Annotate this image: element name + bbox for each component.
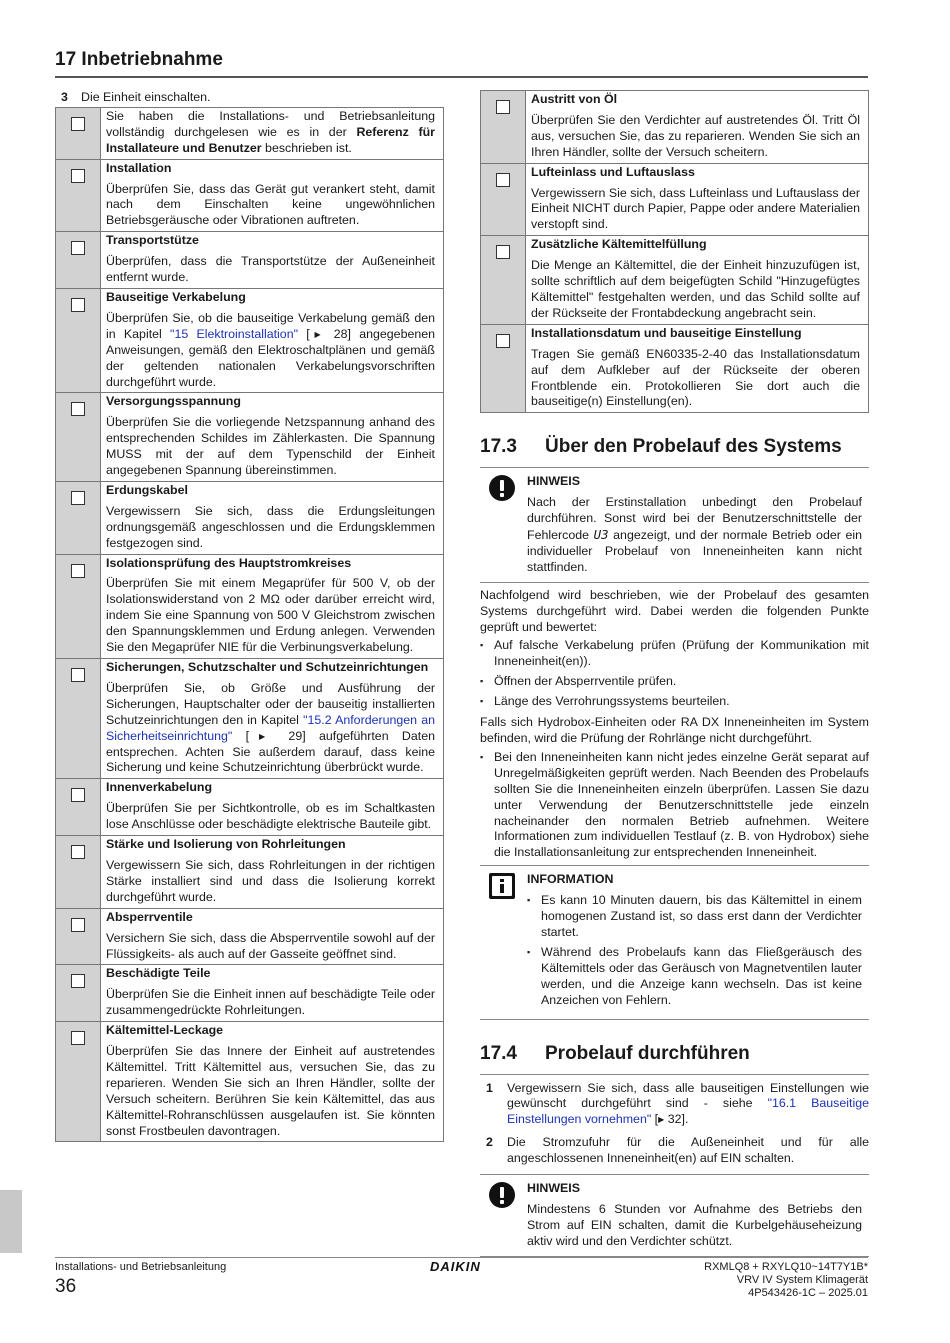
checklist-item-text: Überprüfen Sie, ob Größe und Ausführung der Sicherungen, Hauptschalter oder der bauseitig installierten Schutzeinrichtungen den in Kapitel "15.2 Anforderungen an Sicherheitseinrichtung" [▶ 29] aufgeführten Daten entsprechen. Achten Sie außerdem darauf, dass keine Sicherung und keine Schutzeinrichtung überbrückt wurde. xyxy=(106,680,435,775)
checklist-table-left xyxy=(55,107,444,1143)
checklist-row xyxy=(56,659,444,779)
checkbox[interactable] xyxy=(71,298,85,312)
section-divider xyxy=(480,1074,869,1075)
checklist-item-text: Versichern Sie sich, dass die Absperrventile sowohl auf der Flüssigkeits- als auch auf der Gasseite geöffnet sind. xyxy=(106,930,435,961)
checklist-row xyxy=(481,163,869,236)
step-text: Die Einheit einschalten. xyxy=(81,90,211,104)
footer-doc-number: 4P543426-1C – 2025.01 xyxy=(748,1287,868,1299)
step-text: Die Stromzufuhr für die Außeneinheit und für alle angeschlossenen Inneneinheit(en) auf EIN schalten. xyxy=(507,1135,869,1166)
notice-box xyxy=(480,468,869,582)
step-3 xyxy=(55,90,444,106)
page-ref-icon: ▶ xyxy=(309,329,326,339)
checklist-item-title: Versorgungsspannung xyxy=(106,394,241,409)
info-title: INFORMATION xyxy=(527,872,614,887)
chapter-link[interactable]: "15 Elektroinstallation" xyxy=(170,326,298,341)
checklist-item-text: Überprüfen Sie das Innere der Einheit auf austretendes Kältemittel. Tritt Kältemittel aus, versuchen Sie, das zu reparieren. Wenden Sie sich an Ihren Händler, sollte der Versuch scheitern. Berühren Sie kein Kältemittel, das aus Kältemittel-Rohranschlüssen ausgelaufen ist. Sie könnten sonst Frostbeulen davontragen. xyxy=(106,1044,435,1138)
checkbox[interactable] xyxy=(71,845,85,859)
paragraph: Nachfolgend wird beschrieben, wie der Probelauf des gesamten Systems durchgeführt wird. Dabei werden die folgenden Punkte geprüft und bewertet: xyxy=(480,587,869,634)
checkbox[interactable] xyxy=(71,491,85,505)
footer-doc-title: Installations- und Betriebsanleitung xyxy=(55,1261,227,1273)
checklist-item-title: Austritt von Öl xyxy=(531,92,618,106)
bullet-list xyxy=(480,638,869,710)
checklist-item-title: Installation xyxy=(106,160,172,175)
checklist-item-title: Isolationsprüfung des Hauptstromkreises xyxy=(106,555,352,570)
checklist-row xyxy=(481,91,869,164)
checklist-item-text: Überprüfen Sie per Sichtkontrolle, ob es im Schaltkasten lose Anschlüsse oder beschädigte elektrische Bauteile gibt. xyxy=(106,801,435,832)
notice-exclamation-icon xyxy=(488,1181,516,1209)
checklist-row xyxy=(56,288,444,392)
checklist-item-text: Die Menge an Kältemittel, die der Einheit hinzuzufügen ist, sollte schriftlich auf dem beigefügten Schild "Hinzugefügtes Kältemittel" festgehalten werden, und das Schild sollte auf der Rückseite der Frontabdeckung angebracht sein. xyxy=(531,258,860,320)
checklist-item-title: Beschädigte Teile xyxy=(106,966,211,981)
checklist-row xyxy=(56,1022,444,1142)
checklist-row xyxy=(56,481,444,554)
right-column xyxy=(480,90,869,1257)
checkbox[interactable] xyxy=(71,564,85,578)
page-number: 36 xyxy=(55,1276,77,1297)
chapter-link[interactable]: "16.1 Bauseitige Einstellungen vornehmen" xyxy=(507,1096,869,1127)
section-17-4 xyxy=(480,1042,869,1257)
checklist-item-text: Vergewissern Sie sich, dass Rohrleitungen in der richtigen Stärke installiert sind und dass die Isolierung korrekt durchgeführt wurde. xyxy=(106,857,435,904)
checklist-row xyxy=(481,236,869,325)
checklist-item-text: Sie haben die Installations- und Betriebsanleitung vollständig durchgelesen wie es in der Referenz für Installateure und Benutzer beschrieben ist. xyxy=(106,108,435,155)
info-icon xyxy=(488,872,516,900)
list-item: ▪ Es kann 10 Minuten dauern, bis das Kältemittel in einem homogenen Zustand ist, so dass erst dann der Verdichter startet. xyxy=(527,893,862,941)
checklist-item-text: Überprüfen Sie mit einem Megaprüfer für 500 V, ob der Isolationswiderstand von 2 MΩ oder darüber erreicht wird, indem Sie eine Spannung von 500 V Gleichstrom zwischen den Spannungsklemmen und Erdung anlegen. Verwenden Sie den Megaprüfer NIE für die Verbinungsverkabelung. xyxy=(106,576,435,655)
section-heading xyxy=(480,435,869,459)
checklist-item-text: Überprüfen Sie, ob die bauseitige Verkabelung gemäß den in Kapitel "15 Elektroinstallation" [▶ 28] angegebenen Anweisungen, gemäß den Elektroschaltplänen und gemäß der geltenden nationalen Verkabelungsvorschriften durchgeführt wurde. xyxy=(106,310,436,389)
checkbox[interactable] xyxy=(71,241,85,255)
step-number: 2 xyxy=(486,1135,493,1150)
checklist-row xyxy=(56,393,444,482)
page-ref-icon: ▶ xyxy=(658,1115,665,1125)
section-heading xyxy=(480,1042,869,1066)
checklist-item-text: Überprüfen Sie die vorliegende Netzspannung anhand des entsprechenden Schildes im Zählerkasten. Die Spannung MUSS mit der auf dem Typenschild der Einheit angegebenen Spannung übereinstimmen. xyxy=(106,415,435,478)
left-column xyxy=(55,90,444,1142)
section-title: Probelauf durchführen xyxy=(545,1042,750,1064)
checklist-item-title: Zusätzliche Kältemittelfüllung xyxy=(531,237,707,252)
notice-text: Mindestens 6 Stunden vor Aufnahme des Betriebs den Strom auf EIN schalten, damit die Kurbelgehäuseheizung aktiv wird und den Verdichter schützt. xyxy=(527,1201,862,1248)
checklist-table-right xyxy=(480,90,869,413)
checklist-item-title: Stärke und Isolierung von Rohrleitungen xyxy=(106,837,346,852)
checklist-item-text: Überprüfen Sie, dass das Gerät gut verankert steht, damit nach dem Einschalten keine ungewöhnlichen Betriebsgeräusche oder Vibrationen auftreten. xyxy=(106,181,435,228)
checklist-item-title: Kältemittel-Leckage xyxy=(106,1023,224,1038)
step-number: 1 xyxy=(486,1080,493,1095)
footer-divider xyxy=(55,1257,868,1258)
step-text: Vergewissern Sie sich, dass alle bauseitigen Einstellungen wie gewünscht durchgeführt sind - siehe "16.1 Bauseitige Einstellungen vornehmen" [▶ 32]. xyxy=(507,1080,869,1127)
checklist-row xyxy=(56,159,444,232)
error-code: U3 xyxy=(593,527,609,543)
checklist-item-text: Überprüfen Sie die Einheit innen auf beschädigte Teile oder zusammengedrückte Rohrleitungen. xyxy=(106,987,435,1018)
list-item: ▪ Bei den Inneneinheiten kann nicht jedes einzelne Gerät separat auf Unregelmäßigkeiten geprüft werden. Nach Beenden des Probelaufs sollten Sie die Inneneinheiten einzeln überprüfen. Lassen Sie dazu unter Verwendung der Benutzerschnittstelle jede einzeln nacheinander den normalen Betrieb aufnehmen. Weitere Informationen zum individuellen Testlauf (z. B. von Hydrobox) siehe die Installationsanleitung zur entsprechenden Inneneinheit. xyxy=(480,750,869,861)
checklist-item-title: Lufteinlass und Luftauslass xyxy=(531,164,695,179)
notice-exclamation-icon xyxy=(488,474,516,502)
checklist-row xyxy=(56,779,444,836)
checklist-row xyxy=(56,908,444,965)
checklist-item-text: Vergewissern Sie sich, dass Lufteinlass und Luftauslass der Einheit NICHT durch Papier, Pappe oder andere Materialien verstopft sind. xyxy=(531,185,860,232)
checkbox[interactable] xyxy=(71,117,85,131)
list-item: ▪ Länge des Verrohrungssystems beurteilen. xyxy=(480,694,869,710)
section-number: 17.4 xyxy=(480,1042,517,1064)
step-item xyxy=(480,1135,869,1167)
notice-title: HINWEIS xyxy=(527,1181,581,1196)
list-item: ▪ Während des Probelaufs kann das Fließgeräusch des Kältemittels oder das Geräusch von Magnetventilen lauter werden, und die Anzeige kann wechseln. Das ist keine Anzeichen von Fehlern. xyxy=(527,945,862,1009)
checkbox[interactable] xyxy=(71,918,85,932)
step-item xyxy=(480,1081,869,1129)
bullet-list xyxy=(527,893,862,1008)
notice-box xyxy=(480,1174,869,1257)
list-item: ▪ Öffnen der Absperrventile prüfen. xyxy=(480,674,869,690)
section-number: 17.3 xyxy=(480,436,517,458)
chapter-title: 17 Inbetriebnahme xyxy=(55,49,223,70)
daikin-logo: DAIKIN xyxy=(430,1259,481,1274)
checklist-item-text: Vergewissern Sie sich, dass die Erdungsleitungen ordnungsgemäß angeschlossen und die Erdungsklemmen festgezogen sind. xyxy=(106,503,435,550)
checklist-item-text: Überprüfen Sie den Verdichter auf austretendes Öl. Tritt Öl aus, versuchen Sie, das zu reparieren. Wenden Sie sich an Ihren Händler, sollte der Versuch scheitern. xyxy=(531,112,860,159)
checklist-item-text: Tragen Sie gemäß EN60335-2-40 das Installationsdatum auf dem Aufkleber auf der Rückseite der oberen Frontblende ein. Protokollieren Sie dort auch die bauseitige(n) Einstellung(en). xyxy=(531,346,860,409)
info-box xyxy=(480,865,869,1019)
step-number: 3 xyxy=(61,90,68,104)
step-list xyxy=(480,1081,869,1168)
section-17-3 xyxy=(480,435,869,1019)
checkbox[interactable] xyxy=(496,100,510,114)
checklist-item-title: Sicherungen, Schutzschalter und Schutzeinrichtungen xyxy=(106,660,429,674)
checklist-item-title: Absperrventile xyxy=(106,909,193,924)
footer-product: VRV IV System Klimagerät xyxy=(736,1274,868,1286)
checklist-row xyxy=(56,107,444,159)
checkbox[interactable] xyxy=(71,1031,85,1045)
paragraph: Falls sich Hydrobox-Einheiten oder RA DX Inneneinheiten im System befinden, wird die Prüfung der Rohrlänge nicht durchgeführt. xyxy=(480,715,869,745)
notice-text: Nach der Erstinstallation unbedingt den Probelauf durchführen. Sonst wird bei der Benutzerschnittstelle der Fehlercode U3 angezeigt, und der normale Betrieb oder ein individueller Probelauf von Inneneinheiten kann nicht stattfinden. xyxy=(527,495,863,574)
section-title: Über den Probelauf des Systems xyxy=(545,436,842,458)
checkbox[interactable] xyxy=(71,788,85,802)
bullet-list xyxy=(480,750,869,861)
footer-model: RXMLQ8 + RXYLQ10~14T7Y1B* xyxy=(704,1261,868,1273)
checkbox[interactable] xyxy=(71,974,85,988)
checkbox[interactable] xyxy=(71,402,85,416)
page-ref-icon: ▶ xyxy=(249,731,276,741)
checklist-row xyxy=(56,554,444,658)
chapter-link[interactable]: "15.2 Anforderungen an Sicherheitseinrichtung" xyxy=(106,712,435,743)
checklist-row xyxy=(56,232,444,289)
checklist-item-title: Bauseitige Verkabelung xyxy=(106,289,246,304)
checklist-row xyxy=(56,836,444,909)
checkbox[interactable] xyxy=(71,169,85,183)
checklist-item-title: Installationsdatum und bauseitige Einstellung xyxy=(531,325,802,340)
list-item: ▪ Auf falsche Verkabelung prüfen (Prüfung der Kommunikation mit Inneneinheit(en)). xyxy=(480,638,869,670)
chapter-side-tab xyxy=(0,1190,22,1253)
notice-title: HINWEIS xyxy=(527,474,581,489)
checklist-row xyxy=(481,324,869,413)
checklist-item-title: Innenverkabelung xyxy=(106,780,213,795)
checklist-item-title: Erdungskabel xyxy=(106,482,188,497)
checklist-row xyxy=(56,965,444,1022)
chapter-divider xyxy=(55,76,868,78)
checkbox[interactable] xyxy=(496,334,510,348)
checklist-item-text: Überprüfen, dass die Transportstütze der Außeneinheit entfernt wurde. xyxy=(106,254,435,285)
checklist-item-title: Transportstütze xyxy=(106,233,199,248)
checkbox[interactable] xyxy=(496,173,510,187)
checkbox[interactable] xyxy=(496,245,510,259)
footer-model-info xyxy=(704,1261,868,1300)
checkbox[interactable] xyxy=(71,668,85,682)
